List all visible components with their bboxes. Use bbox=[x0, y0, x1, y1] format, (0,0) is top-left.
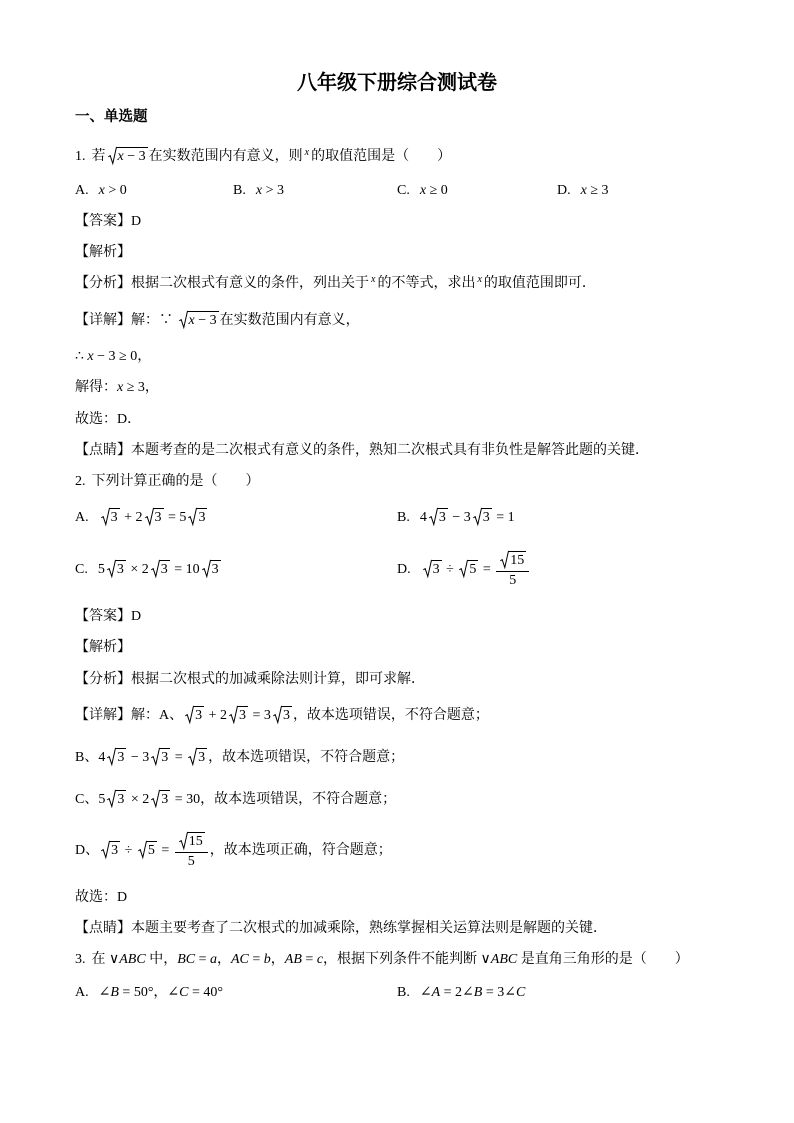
analysis-tag: 【分析】 bbox=[75, 276, 131, 291]
radical-sign bbox=[107, 748, 116, 765]
radicand: 3 bbox=[482, 510, 490, 525]
option-label: C. bbox=[397, 183, 410, 198]
math-text: = bbox=[479, 562, 495, 577]
punctuation: ， bbox=[137, 349, 152, 364]
math-text: = 2 bbox=[440, 985, 463, 1000]
math-text: = 10 bbox=[170, 562, 200, 577]
q3-stem bbox=[75, 948, 734, 972]
stem-text: 中， bbox=[145, 952, 178, 967]
comment-tag: 【点睛】 bbox=[75, 443, 131, 458]
radical-sign bbox=[423, 560, 432, 577]
radicand: 3 bbox=[160, 562, 168, 577]
radical-sign bbox=[101, 508, 110, 525]
math-variable: BC bbox=[177, 952, 196, 967]
radicand: 3 bbox=[161, 750, 169, 765]
math-text: ÷ bbox=[442, 562, 458, 577]
math-text: ≥ 3 bbox=[123, 380, 145, 395]
comment-text: 本题主要考查了二次根式的加减乘除，熟练掌握相关运算法则是解题的关键． bbox=[131, 921, 607, 936]
square-root bbox=[151, 560, 170, 577]
solution-text: ，故本选项错误，不符合题意； bbox=[292, 708, 489, 723]
angle-symbol: ∠ bbox=[98, 985, 111, 1000]
punctuation: ， bbox=[270, 952, 285, 967]
analysis-text: 的不等式，求出 bbox=[377, 276, 476, 291]
radical-sign bbox=[273, 706, 282, 723]
math-variable: x bbox=[419, 183, 427, 198]
radicand: 3 bbox=[195, 708, 203, 723]
radicand: 5 bbox=[469, 562, 477, 577]
square-root bbox=[229, 706, 248, 723]
analysis-text: 的取值范围即可． bbox=[483, 276, 596, 291]
square-root bbox=[151, 748, 170, 765]
q1-option-d bbox=[557, 179, 609, 203]
radicand: 3 bbox=[110, 510, 118, 525]
radical-sign bbox=[188, 748, 197, 765]
q1-explanation-heading: 【解析】 bbox=[75, 245, 131, 260]
triangle-symbol: ∨ bbox=[480, 952, 491, 967]
radicand: 3 bbox=[116, 562, 124, 577]
math-variable: x bbox=[98, 183, 105, 198]
math-variable: b bbox=[263, 952, 271, 967]
triangle-symbol: ∨ bbox=[109, 952, 120, 967]
q2-comment bbox=[75, 917, 734, 941]
math-text: − 3 bbox=[123, 149, 146, 164]
radicand: 3 bbox=[432, 562, 440, 577]
angle-symbol: ∠ bbox=[462, 985, 474, 1000]
square-root bbox=[500, 551, 526, 568]
math-variable: x bbox=[87, 349, 94, 364]
page-title: 八年级下册综合测试卷 bbox=[297, 72, 497, 94]
math-text: 4 bbox=[419, 510, 427, 525]
radicand: 15 bbox=[510, 552, 525, 568]
radical-sign bbox=[107, 560, 116, 577]
option-label: C. bbox=[75, 562, 88, 577]
q1-option-b bbox=[233, 179, 284, 203]
solution-text: ，故本选项错误，不符合题意； bbox=[208, 750, 405, 765]
q1-option-a bbox=[75, 179, 127, 203]
square-root bbox=[179, 832, 205, 849]
square-root bbox=[459, 560, 478, 577]
radical-sign bbox=[151, 560, 160, 577]
math-text: > 0 bbox=[104, 183, 127, 198]
square-root bbox=[145, 508, 164, 525]
radical-sign bbox=[429, 508, 438, 525]
math-text: + 2 bbox=[120, 510, 143, 525]
step-text: 解得： bbox=[75, 380, 117, 395]
fraction bbox=[496, 551, 529, 589]
math-variable: x bbox=[255, 183, 263, 198]
radical-sign bbox=[473, 508, 482, 525]
radical-sign bbox=[459, 560, 468, 577]
square-root bbox=[101, 508, 120, 525]
math-text: = bbox=[157, 843, 173, 858]
analysis-text: 根据二次根式有意义的条件，列出关于 bbox=[131, 276, 369, 291]
comment-tag: 【点睛】 bbox=[75, 921, 131, 936]
square-root bbox=[107, 748, 126, 765]
square-root bbox=[138, 841, 157, 858]
math-variable: ABC bbox=[119, 952, 146, 967]
math-text: = 30 bbox=[171, 792, 201, 807]
math-text: − 3 ≥ 0 bbox=[93, 349, 138, 364]
radical-sign bbox=[107, 790, 116, 807]
q2-answer bbox=[75, 605, 734, 629]
q2-solution-a bbox=[75, 704, 734, 728]
radicand bbox=[117, 147, 148, 164]
math-variable: x bbox=[304, 147, 310, 158]
solution-text: 在实数范围内有意义， bbox=[219, 313, 360, 328]
stem-text: 若 bbox=[91, 149, 106, 164]
answer-tag: 【答案】 bbox=[75, 609, 131, 624]
q2-solution-c bbox=[75, 788, 734, 812]
q3-number: 3. bbox=[75, 952, 86, 967]
radical-sign bbox=[185, 706, 194, 723]
radical-sign bbox=[145, 508, 154, 525]
square-root bbox=[108, 147, 148, 164]
math-text: ÷ bbox=[121, 843, 136, 858]
square-root bbox=[423, 560, 442, 577]
radicand: 5 bbox=[147, 843, 155, 858]
answer-value: D bbox=[131, 609, 142, 624]
stem-text: 在实数范围内有意义，则 bbox=[148, 149, 303, 164]
option-label: A. bbox=[75, 985, 89, 1000]
radicand: 3 bbox=[211, 562, 219, 577]
math-text: 4 bbox=[98, 750, 106, 765]
q1-stem bbox=[75, 145, 734, 169]
math-text: − 3 bbox=[448, 510, 471, 525]
q2-conclusion: 故选：D bbox=[75, 890, 128, 905]
square-root bbox=[429, 508, 448, 525]
solution-text: ，故本选项正确，符合题意； bbox=[209, 843, 392, 858]
option-label: A. bbox=[75, 183, 89, 198]
option-label: D. bbox=[397, 562, 411, 577]
square-root bbox=[107, 790, 126, 807]
solution-text: 解：A、 bbox=[131, 708, 184, 723]
stem-text: ，根据下列条件不能判断 bbox=[323, 952, 481, 967]
radicand: 3 bbox=[438, 510, 446, 525]
q2-analysis bbox=[75, 668, 734, 692]
math-variable: a bbox=[210, 952, 217, 967]
math-text: = 5 bbox=[164, 510, 187, 525]
q1-step-1 bbox=[75, 345, 734, 369]
solution-label: C、 bbox=[75, 792, 99, 807]
solution-text: 解：∵ bbox=[131, 313, 177, 328]
radicand: 3 bbox=[111, 843, 119, 858]
analysis-text: 根据二次根式的加减乘除法则计算，即可求解． bbox=[131, 672, 425, 687]
fraction bbox=[175, 832, 208, 870]
q1-step-2 bbox=[75, 376, 734, 400]
radical-sign bbox=[151, 748, 160, 765]
math-text: > 3 bbox=[262, 183, 284, 198]
q1-options bbox=[75, 179, 734, 203]
radicand: 3 bbox=[117, 792, 125, 807]
math-text: − 3 bbox=[127, 750, 150, 765]
square-root bbox=[202, 560, 221, 577]
q1-answer bbox=[75, 210, 734, 234]
radical-sign bbox=[108, 147, 117, 164]
math-text: ≥ 3 bbox=[586, 183, 609, 198]
math-text: 5 bbox=[98, 792, 106, 807]
square-root bbox=[273, 706, 292, 723]
q2-options-row-2 bbox=[75, 548, 734, 592]
math-variable: x bbox=[188, 313, 195, 328]
analysis-tag: 【分析】 bbox=[75, 672, 131, 687]
q1-comment bbox=[75, 439, 734, 463]
math-text: × 2 bbox=[127, 792, 150, 807]
math-text: − 3 bbox=[194, 313, 217, 328]
math-variable: B bbox=[473, 985, 483, 1000]
q2-option-b bbox=[397, 506, 515, 530]
math-text: = bbox=[171, 750, 187, 765]
math-text: = bbox=[248, 952, 264, 967]
radicand: 3 bbox=[117, 750, 125, 765]
section-heading: 一、单选题 bbox=[75, 109, 148, 125]
fraction-denominator: 5 bbox=[509, 572, 517, 588]
option-label: D. bbox=[557, 183, 571, 198]
radical-sign bbox=[179, 832, 188, 849]
math-text: = 3 bbox=[482, 985, 505, 1000]
math-text: = bbox=[301, 952, 317, 967]
stem-text: 下列计算正确的是（ ） bbox=[91, 474, 260, 489]
q1-option-c bbox=[397, 179, 448, 203]
punctuation: ， bbox=[217, 952, 231, 967]
radicand: 3 bbox=[198, 750, 206, 765]
q3-option-b bbox=[397, 981, 525, 1005]
q3-option-a bbox=[75, 981, 223, 1005]
option-label: B. bbox=[397, 985, 410, 1000]
radical-sign bbox=[229, 706, 238, 723]
stem-text: 在 bbox=[91, 952, 109, 967]
q1-solution bbox=[75, 309, 734, 333]
angle-symbol: ∠ bbox=[167, 985, 180, 1000]
solution-text: ，故本选项错误，不符合题意； bbox=[200, 792, 397, 807]
answer-tag: 【答案】 bbox=[75, 214, 131, 229]
math-text: ≥ 0 bbox=[426, 183, 448, 198]
math-text: × 2 bbox=[126, 562, 149, 577]
solution-tag: 【详解】 bbox=[75, 313, 131, 328]
radicand: 15 bbox=[188, 833, 203, 849]
fraction-denominator: 5 bbox=[187, 853, 195, 869]
q2-solution-d bbox=[75, 829, 734, 873]
q2-option-d bbox=[397, 548, 531, 592]
square-root bbox=[101, 841, 120, 858]
radical-sign bbox=[179, 311, 188, 328]
q2-stem bbox=[75, 470, 734, 494]
math-text: = 40° bbox=[188, 985, 223, 1000]
q2-number: 2. bbox=[75, 474, 86, 489]
comment-text: 本题考查的是二次根式有意义的条件，熟知二次根式具有非负性是解答此题的关键． bbox=[131, 443, 649, 458]
q2-option-a bbox=[75, 506, 208, 530]
square-root bbox=[188, 508, 207, 525]
option-label: A. bbox=[75, 510, 89, 525]
option-label: B. bbox=[397, 510, 410, 525]
math-text: = 1 bbox=[492, 510, 515, 525]
math-variable: AC bbox=[231, 952, 249, 967]
math-variable: x bbox=[371, 274, 376, 285]
punctuation: ， bbox=[153, 985, 168, 1000]
radical-sign bbox=[138, 841, 147, 858]
math-variable: AB bbox=[284, 952, 302, 967]
angle-symbol: ∠ bbox=[504, 985, 516, 1000]
radical-sign bbox=[500, 551, 509, 568]
math-text: + 2 bbox=[205, 708, 228, 723]
q2-option-c bbox=[75, 548, 222, 592]
radical-sign bbox=[151, 790, 160, 807]
fraction-numerator bbox=[175, 832, 208, 853]
solution-label: D、 bbox=[75, 843, 100, 858]
square-root bbox=[473, 508, 492, 525]
math-variable: A bbox=[431, 985, 441, 1000]
solution-tag: 【详解】 bbox=[75, 708, 131, 723]
square-root bbox=[107, 560, 126, 577]
stem-text: 的取值范围是（ ） bbox=[311, 149, 452, 164]
q2-explanation-heading: 【解析】 bbox=[75, 640, 131, 655]
math-text: = 3 bbox=[249, 708, 271, 723]
math-variable: c bbox=[316, 952, 324, 967]
radicand: 3 bbox=[198, 510, 206, 525]
q1-analysis bbox=[75, 272, 734, 296]
punctuation: ， bbox=[144, 380, 159, 395]
q2-solution-b bbox=[75, 746, 734, 770]
option-label: B. bbox=[233, 183, 246, 198]
radical-sign bbox=[188, 508, 197, 525]
math-variable: x bbox=[477, 274, 482, 285]
radical-sign bbox=[202, 560, 211, 577]
radicand: 3 bbox=[282, 708, 290, 723]
q1-conclusion: 故选：D． bbox=[75, 412, 142, 427]
square-root bbox=[151, 790, 170, 807]
angle-symbol: ∠ bbox=[419, 985, 432, 1000]
square-root bbox=[179, 311, 219, 328]
square-root bbox=[185, 706, 204, 723]
solution-label: B、 bbox=[75, 750, 99, 765]
fraction-numerator bbox=[496, 551, 529, 572]
math-variable: B bbox=[110, 985, 119, 1000]
math-variable: C bbox=[179, 985, 189, 1000]
math-variable: ABC bbox=[490, 952, 518, 967]
q2-options-row-1 bbox=[75, 506, 734, 530]
math-variable: C bbox=[515, 985, 526, 1000]
math-text: = 50° bbox=[118, 985, 154, 1000]
radicand bbox=[188, 311, 219, 328]
math-variable: x bbox=[117, 149, 124, 164]
math-variable: x bbox=[117, 380, 124, 395]
answer-value: D bbox=[131, 214, 142, 229]
radicand: 3 bbox=[161, 792, 169, 807]
radical-sign bbox=[101, 841, 110, 858]
q3-options-row-1 bbox=[75, 981, 734, 1005]
q1-number: 1. bbox=[75, 149, 86, 164]
math-text: = bbox=[195, 952, 210, 967]
math-variable: x bbox=[580, 183, 587, 198]
therefore-symbol: ∴ bbox=[75, 349, 88, 364]
radicand: 3 bbox=[239, 708, 247, 723]
stem-text: 是直角三角形的是（ ） bbox=[517, 952, 689, 967]
radicand: 3 bbox=[154, 510, 162, 525]
math-text: 5 bbox=[97, 562, 105, 577]
square-root bbox=[188, 748, 207, 765]
